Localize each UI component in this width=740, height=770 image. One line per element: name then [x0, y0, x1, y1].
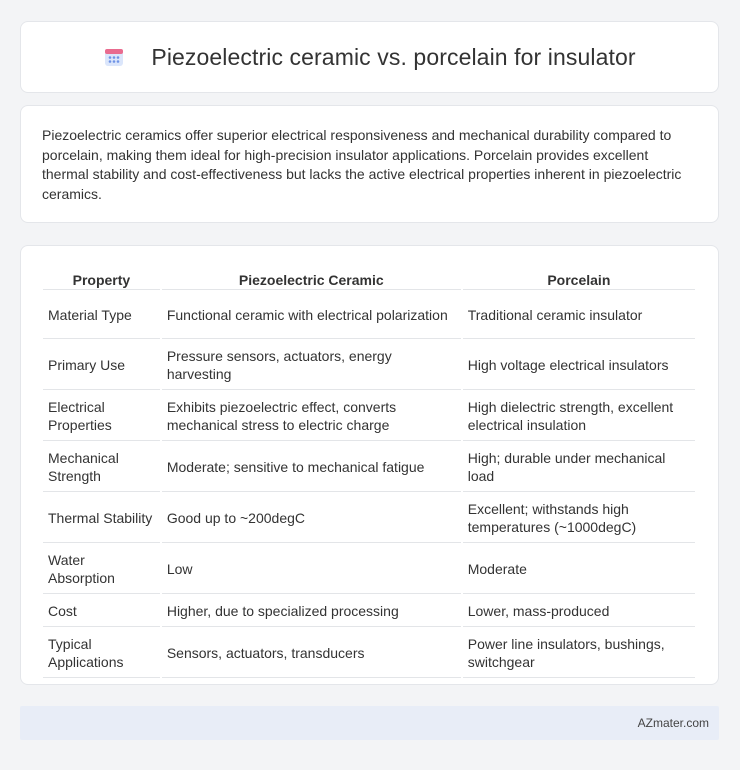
summary-text: Piezoelectric ceramics offer superior electrical responsiveness and mechanical durability compared to porcelain, making them ideal for high-precision insulator applications. Porcelain provides excellent thermal stability and cost-effectiveness but lacks the active electrical properties inherent in piezoelectric ceramics.	[42, 127, 682, 202]
property-cell: Material Type	[43, 292, 160, 339]
piezoelectric-cell: Sensors, actuators, transducers	[162, 629, 461, 678]
table-row	[43, 292, 695, 339]
property-cell: Typical Applications	[43, 629, 160, 678]
column-header-piezoelectric: Piezoelectric Ceramic	[162, 268, 461, 290]
header-card	[20, 21, 719, 93]
porcelain-cell: High dielectric strength, excellent electrical insulation	[463, 392, 695, 441]
table-row	[43, 443, 695, 492]
table-row	[43, 341, 695, 390]
table-row	[43, 545, 695, 594]
porcelain-cell: Excellent; withstands high temperatures (~1000degC)	[463, 494, 695, 543]
footer-bar	[20, 706, 719, 740]
porcelain-cell: Traditional ceramic insulator	[463, 292, 695, 339]
piezoelectric-cell: Higher, due to specialized processing	[162, 596, 461, 627]
comparison-table	[41, 266, 697, 680]
piezoelectric-cell: Functional ceramic with electrical polarization	[162, 292, 461, 339]
property-cell: Mechanical Strength	[43, 443, 160, 492]
piezoelectric-cell: Low	[162, 545, 461, 594]
piezoelectric-cell: Moderate; sensitive to mechanical fatigue	[162, 443, 461, 492]
property-cell: Electrical Properties	[43, 392, 160, 441]
calendar-icon	[103, 46, 125, 68]
column-header-property: Property	[43, 268, 160, 290]
property-cell: Cost	[43, 596, 160, 627]
porcelain-cell: Power line insulators, bushings, switchgear	[463, 629, 695, 678]
property-cell: Water Absorption	[43, 545, 160, 594]
comparison-table-card	[20, 245, 719, 685]
property-cell: Thermal Stability	[43, 494, 160, 543]
porcelain-cell: High; durable under mechanical load	[463, 443, 695, 492]
porcelain-cell: Moderate	[463, 545, 695, 594]
property-cell: Primary Use	[43, 341, 160, 390]
piezoelectric-cell: Pressure sensors, actuators, energy harvesting	[162, 341, 461, 390]
piezoelectric-cell: Exhibits piezoelectric effect, converts mechanical stress to electric charge	[162, 392, 461, 441]
table-row	[43, 596, 695, 627]
summary-card	[20, 105, 719, 223]
table-row	[43, 494, 695, 543]
footer-brand: AZmater.com	[637, 716, 709, 730]
piezoelectric-cell: Good up to ~200degC	[162, 494, 461, 543]
porcelain-cell: High voltage electrical insulators	[463, 341, 695, 390]
table-row	[43, 629, 695, 678]
porcelain-cell: Lower, mass-produced	[463, 596, 695, 627]
column-header-porcelain: Porcelain	[463, 268, 695, 290]
table-row	[43, 392, 695, 441]
page-title: Piezoelectric ceramic vs. porcelain for insulator	[151, 43, 636, 70]
table-header-row	[43, 268, 695, 290]
